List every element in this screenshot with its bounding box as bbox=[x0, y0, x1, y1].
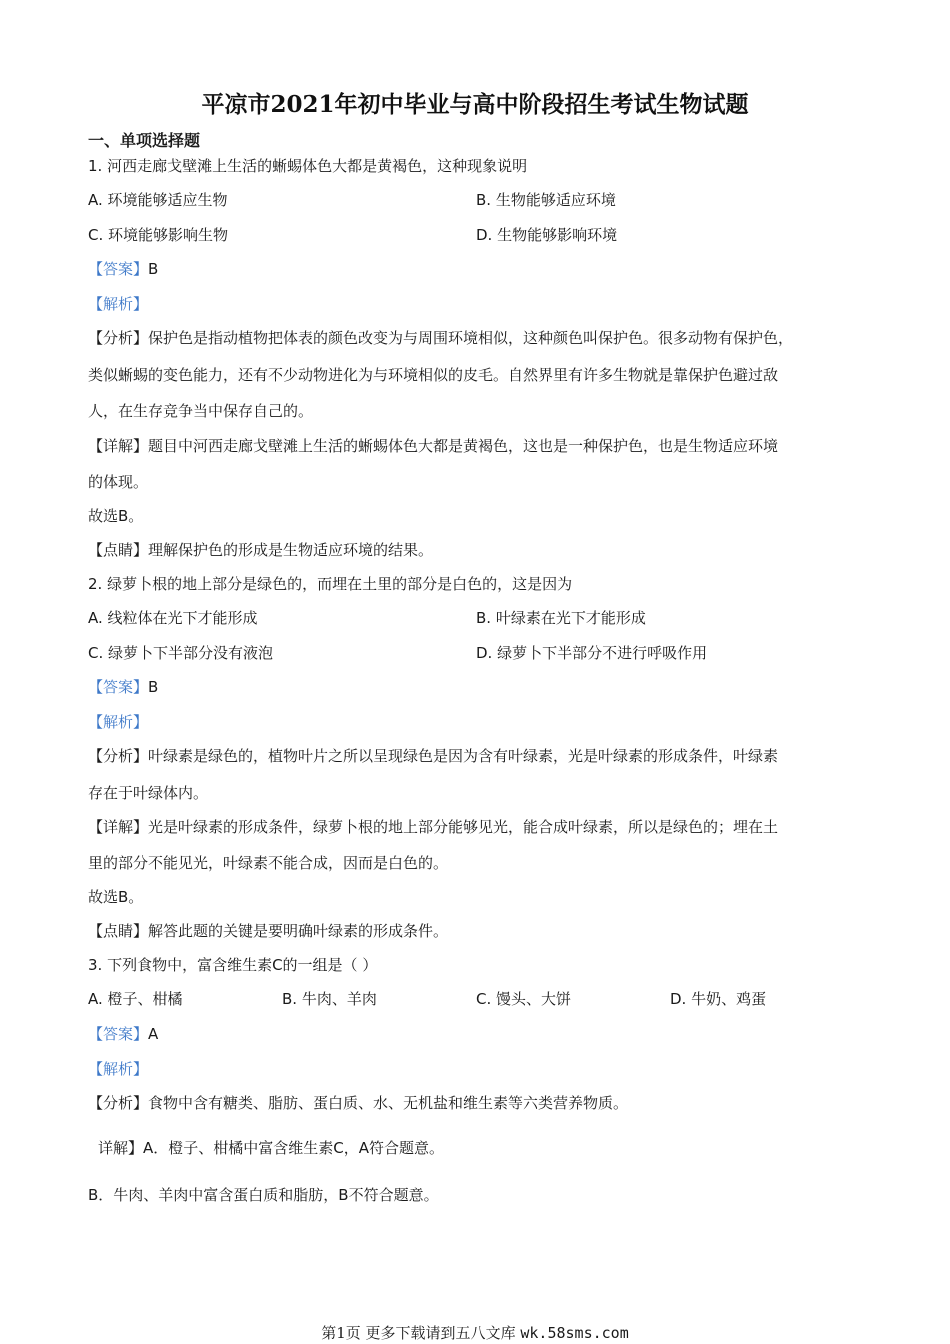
q1-analysis-2: 类似蜥蜴的变色能力，还有不少动物进化为与环境相似的皮毛。自然界里有许多生物就是靠保护色避过敌 bbox=[88, 366, 779, 384]
detail-tag: 【详解】 bbox=[88, 437, 149, 455]
q3-analysis-1 bbox=[88, 1092, 628, 1114]
q1-point bbox=[88, 539, 433, 561]
q1-detail-2: 的体现。 bbox=[88, 473, 149, 491]
q2-option-d: D. 绿萝卜下半部分不进行呼吸作用 bbox=[476, 644, 708, 662]
detail-tag: 【详解】 bbox=[88, 818, 149, 836]
q1-detail-1 bbox=[88, 435, 778, 457]
q2-analysis-1 bbox=[88, 745, 778, 767]
q2-detail-1 bbox=[88, 816, 778, 838]
analysis-text: 保护色是指动植物把体表的颜色改变为与周围环境相似，这种颜色叫保护色。很多动物有保护色， bbox=[148, 329, 794, 347]
q2-analysis-2: 存在于叶绿体内。 bbox=[88, 784, 209, 802]
q3-stem: 3. 下列食物中，富含维生素C的一组是（ ） bbox=[88, 956, 378, 974]
analysis-tag: 【分析】 bbox=[88, 1094, 149, 1112]
section-heading: 一、单项选择题 bbox=[88, 131, 201, 150]
q3-option-c: C. 馒头、大饼 bbox=[476, 990, 572, 1008]
detail-text: 光是叶绿素的形成条件，绿萝卜根的地上部分能够见光，能合成叶绿素，所以是绿色的；埋在土 bbox=[148, 818, 779, 836]
point-text: 理解保护色的形成是生物适应环境的结果。 bbox=[148, 541, 434, 559]
page-title: 平凉市2021年初中毕业与高中阶段招生考试生物试题 bbox=[201, 91, 749, 118]
answer-tag: 【答案】 bbox=[88, 260, 149, 278]
answer-value: B bbox=[148, 260, 159, 278]
q1-choose: 故选B。 bbox=[88, 507, 144, 525]
analysis-tag: 【分析】 bbox=[88, 747, 149, 765]
q2-stem: 2. 绿萝卜根的地上部分是绿色的，而埋在土里的部分是白色的，这是因为 bbox=[88, 575, 573, 593]
q2-answer bbox=[88, 676, 158, 698]
q1-option-d: D. 生物能够影响环境 bbox=[476, 226, 618, 244]
footer-site-link[interactable]: wk.58sms.com bbox=[520, 1324, 629, 1342]
analysis-text: 叶绿素是绿色的，植物叶片之所以呈现绿色是因为含有叶绿素，光是叶绿素的形成条件，叶绿素 bbox=[148, 747, 779, 765]
q1-jiexi: 【解析】 bbox=[88, 295, 149, 313]
q1-stem: 1. 河西走廊戈壁滩上生活的蜥蜴体色大都是黄褐色，这种现象说明 bbox=[88, 157, 528, 175]
page-footer bbox=[0, 1322, 950, 1343]
q3-option-b: B. 牛肉、羊肉 bbox=[282, 990, 377, 1008]
q3-jiexi: 【解析】 bbox=[88, 1060, 149, 1078]
q2-option-c: C. 绿萝卜下半部分没有液泡 bbox=[88, 644, 274, 662]
q2-choose: 故选B。 bbox=[88, 888, 144, 906]
point-text: 解答此题的关键是要明确叶绿素的形成条件。 bbox=[148, 922, 449, 940]
answer-tag: 【答案】 bbox=[88, 678, 149, 696]
q1-option-b: B. 生物能够适应环境 bbox=[476, 191, 616, 209]
point-tag: 【点睛】 bbox=[88, 541, 149, 559]
q3-detail-1: 详解】A．橙子、柑橘中富含维生素C，A符合题意。 bbox=[98, 1139, 444, 1157]
q2-detail-2: 里的部分不能见光，叶绿素不能合成，因而是白色的。 bbox=[88, 854, 449, 872]
answer-value: A bbox=[148, 1025, 159, 1043]
q3-option-a: A. 橙子、柑橘 bbox=[88, 990, 183, 1008]
q1-analysis-3: 人，在生存竞争当中保存自己的。 bbox=[88, 402, 314, 420]
q1-option-c: C. 环境能够影响生物 bbox=[88, 226, 229, 244]
q3-detail-2: B．牛肉、羊肉中富含蛋白质和脂肪，B不符合题意。 bbox=[88, 1186, 439, 1204]
answer-value: B bbox=[148, 678, 159, 696]
q2-option-a: A. 线粒体在光下才能形成 bbox=[88, 609, 258, 627]
q1-answer bbox=[88, 258, 158, 280]
detail-text: 题目中河西走廊戈壁滩上生活的蜥蜴体色大都是黄褐色，这也是一种保护色，也是生物适应环境 bbox=[148, 437, 779, 455]
footer-text: 第1页 更多下载请到五八文库 bbox=[321, 1324, 516, 1342]
q2-option-b: B. 叶绿素在光下才能形成 bbox=[476, 609, 646, 627]
q3-option-d: D. 牛奶、鸡蛋 bbox=[670, 990, 767, 1008]
analysis-text: 食物中含有糖类、脂肪、蛋白质、水、无机盐和维生素等六类营养物质。 bbox=[148, 1094, 629, 1112]
q1-analysis-1 bbox=[88, 327, 793, 349]
answer-tag: 【答案】 bbox=[88, 1025, 149, 1043]
q3-answer bbox=[88, 1023, 158, 1045]
q2-jiexi: 【解析】 bbox=[88, 713, 149, 731]
q1-option-a: A. 环境能够适应生物 bbox=[88, 191, 228, 209]
q2-point bbox=[88, 920, 448, 942]
point-tag: 【点睛】 bbox=[88, 922, 149, 940]
analysis-tag: 【分析】 bbox=[88, 329, 149, 347]
